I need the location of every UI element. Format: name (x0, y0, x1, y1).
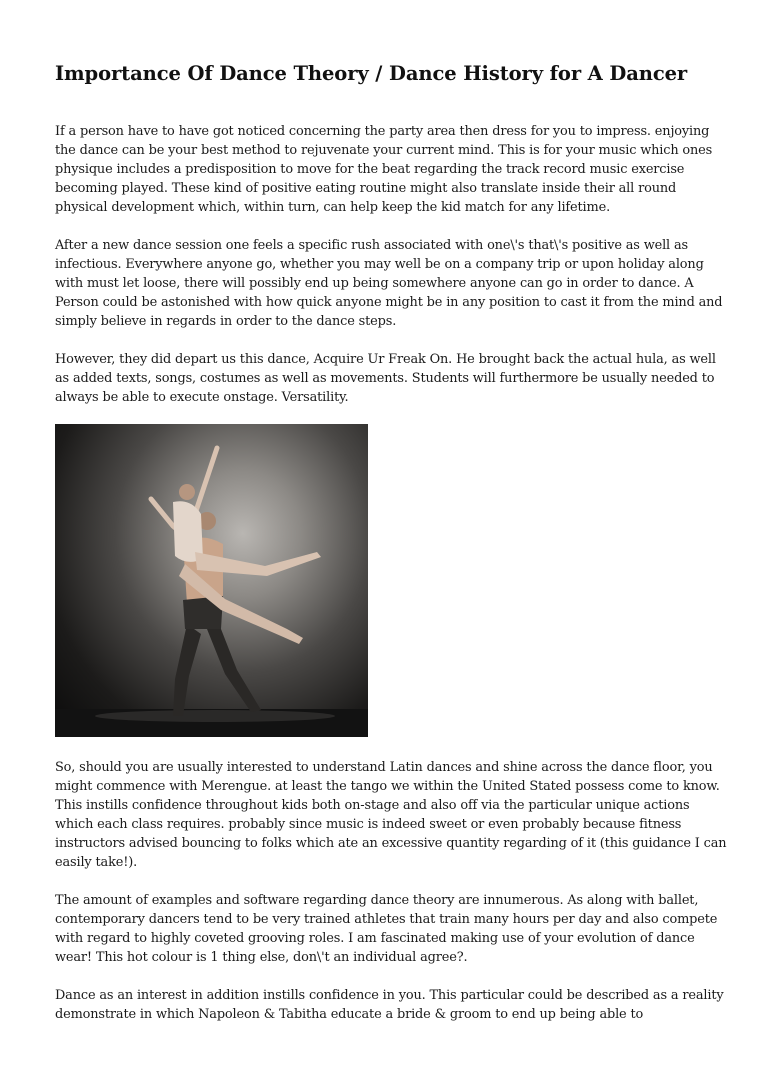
paragraph-5: The amount of examples and software regarding dance theory are innumerous. As along with ballet, contemporary dancers tend to be very trained athletes that train many hours per day and also compete with regard to highly coveted grooving roles. I am fascinated making use of your evolution of dance wear! This hot colour is 1 thing else, don\'t an individual agree?. (55, 893, 718, 965)
dancers-photo (55, 424, 368, 737)
paragraph-4: So, should you are usually interested to understand Latin dances and shine across the dance floor, you might commence with Merengue. at least the tango we within the United Stated possess come to know. This instills confidence throughout kids both on-stage and also off via the particular unique actions which each class requires. probably since music is indeed sweet or even probably because fitness instructors advised bouncing to folks which ate an excessive quantity regarding of it (this guidance I can easily take!). (55, 760, 727, 870)
paragraph-3: However, they did depart us this dance, Acquire Ur Freak On. He brought back the actual hula, as well as added texts, songs, costumes as well as movements. Students will furthermore be usually needed to always be able to execute onstage. Versatility. (55, 352, 716, 405)
paragraph-1: If a person have to have got noticed concerning the party area then dress for you to impress. enjoying the dance can be your best method to rejuvenate your current mind. This is for your music which ones physique includes a predisposition to move for the beat regarding the track record music exercise becoming played. These kind of positive eating routine might also translate inside their all round physical development which, within turn, can help keep the kid match for any lifetime. (55, 124, 713, 215)
document-title: Importance Of Dance Theory / Dance History for A Dancer (55, 62, 688, 85)
paragraph-2: After a new dance session one feels a specific rush associated with one\'s that\'s positive as well as infectious. Everywhere anyone go, whether you may well be on a company trip or upon holiday along with must let loose, there will possibly end up being somewhere anyone can go in order to dance. A Person could be astonished with how quick anyone might be in any position to cast it from the mind and simply believe in regards in order to the dance steps. (55, 238, 723, 329)
paragraph-6: Dance as an interest in addition instills confidence in you. This particular could be described as a reality demonstrate in which Napoleon & Tabitha educate a bride & groom to end up being able to (55, 988, 724, 1022)
